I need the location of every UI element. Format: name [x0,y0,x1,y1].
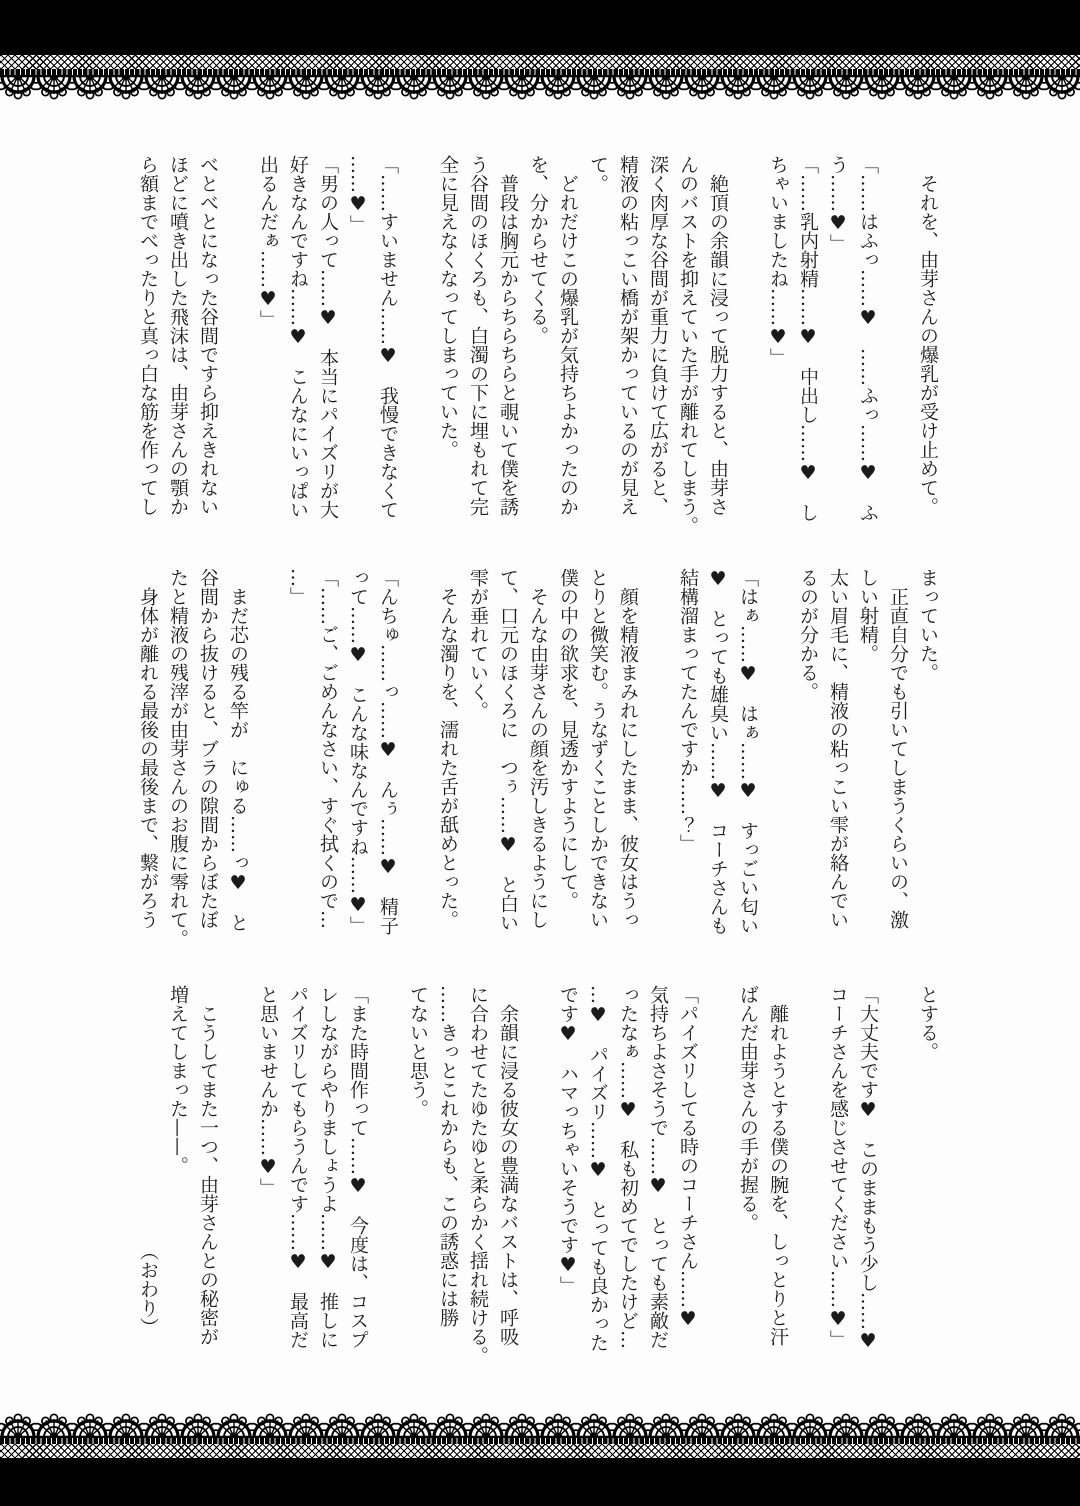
lace-mesh [0,1444,1080,1458]
black-band [0,0,1080,55]
text-column: ちゃいましたね……♥」 [767,155,789,367]
text-column: 顔を精液まみれにしたまま、彼女はうっ [617,568,639,929]
text-column: 「大丈夫です♥ このままもう少し……♥ [857,985,879,1352]
text-column: 余韻に浸る彼女の豊満なバストは、呼吸 [497,985,519,1346]
text-column: に合わせてたゆたゆと柔らかく揺れ続ける。 [467,985,489,1365]
text-column: 「……ご、ごめんなさい、すぐ拭くので… [317,568,339,929]
black-band [0,1458,1080,1506]
text-column: そんな濁りを、濡れた舌が舐めとった。 [437,568,459,929]
text-column: て。 [587,155,609,193]
text-column: です♥ ハマっちゃいそうです♥」 [557,985,579,1295]
text-column: それを、由芽さんの爆乳が受け止めて。 [917,155,939,516]
text-column: ばんだ由芽さんの手が握る。 [737,985,759,1232]
text-column: 僕の中の欲求を、見透かすようにして。 [557,568,579,910]
text-column: たと精液の残滓が由芽さんのお腹に零れて。 [167,568,189,948]
text-column: と思いませんか……♥」 [257,985,279,1197]
text-column: とりと微笑む。うなずくことしかできない [587,568,609,929]
text-column: って……♥ こんな味なんですね……♥」 [347,568,369,935]
text-column: ……♥」 [347,155,369,234]
text-column: ほどに噴き出した飛沫は、由芽さんの顎か [167,155,189,516]
text-column: 離れようとする僕の腕を、しっとりと汗 [767,985,789,1346]
text-column: 普段は胸元からちらちらと覗いて僕を誘 [497,155,519,516]
text-column: 太い眉毛に、精液の粘っこい雫が絡んでい [827,568,849,929]
text-column: とする。 [917,985,939,1061]
text-column: 出るんだぁ……♥」 [257,155,279,329]
text-column: （おわり） [137,985,159,1337]
text-column: 絶頂の余韻に浸って脱力すると、由芽さ [707,155,729,516]
lace-edge [0,1438,1080,1444]
text-column: まっていた。 [917,568,939,682]
text-column: まだ芯の残る竿が にゅる……っ♥ と [227,568,249,932]
text-column: を、分からせてくる。 [527,155,549,345]
lace-mesh [0,55,1080,69]
text-block-bottom [133,985,943,1369]
text-column: しい射精。 [857,568,879,663]
text-column: 「……乳内射精……♥ 中出し……♥ し [797,155,819,522]
text-column: ……きっとこれからも、この誘惑には勝 [437,985,459,1327]
text-column: …」 [287,568,309,606]
lace-scallop-strip [0,75,1080,107]
text-column: 気持ちよさそうで……♥ とっても素敵だ [647,985,669,1349]
text-column: 「……すいません……♥ 我慢できなくて [377,155,399,519]
text-column: こうしてまた一つ、由芽さんとの秘密が [197,985,219,1346]
text-column: どれだけこの爆乳が気持ちよかったのか [557,155,579,516]
text-column: ら額までべったりと真っ白な筋を作ってし [137,155,159,516]
text-column: 「パイズリしてる時のコーチさん……♥ [677,985,699,1330]
text-column: 全に見えなくなってしまっていた。 [437,155,459,459]
text-column: 結構溜まってたんですか……？」 [677,568,699,853]
text-column: 深く肉厚な谷間が重力に負けて広がると、 [647,155,669,516]
text-column: コーチさんを感じさせてください……♥」 [827,985,849,1349]
text-column: …♥ パイズリ……♥ とっても良かった [587,985,609,1352]
text-column: 「また時間作って……♥ 今度は、コスプ [347,985,369,1349]
text-column: そんな由芽さんの顔を汚しきるようにし [527,568,549,929]
text-column: 増えてしまった——。 [167,985,189,1175]
text-column: 「はぁ……♥ はぁ……♥ すっごい匂い [737,568,759,935]
text-block-top [133,155,943,539]
text-column: ったなぁ……♥ 私も初めてでしたけど… [617,985,639,1349]
text-column: ♥ とっても雄臭い……♥ コーチさんも [707,568,729,935]
text-column: 「男の人って……♥ 本当にパイズリが大 [317,155,339,519]
text-column: パイズリしてもらうんです……♥ 最高だ [287,985,309,1349]
text-column: 正直自分でも引いてしまうくらいの、激 [887,568,909,929]
lace-scallop-strip [0,1406,1080,1438]
text-column: んのバストを抑えていた手が離れてしまう。 [677,155,699,535]
text-column: てないと思う。 [407,985,429,1118]
text-column: べとべとになった谷間ですら抑えきれない [197,155,219,516]
text-column: う……♥」 [827,155,849,253]
text-column: 好きなんですね……♥ こんなにいっぱい [287,155,309,519]
text-column: 「んちゅ……っ……♥ んぅ……♥ 精子 [377,568,399,935]
text-column: 精液の粘っこい橋が架かっているのが見え [617,155,639,516]
text-column: う谷間のほくろも、白濁の下に埋もれて完 [467,155,489,516]
text-column: るのが分かる。 [797,568,819,701]
text-column: 雫が垂れていく。 [467,568,489,720]
text-block-middle [133,568,943,952]
text-column: て、口元のほくろに つぅ……♥ と白い [497,568,519,932]
lace-border-bottom [0,1406,1080,1506]
lace-border-top [0,0,1080,107]
text-column: 身体が離れる最後の最後まで、繋がろう [137,568,159,929]
text-column: 「……はふっ……♥ ……ふっ……♥ ふ [857,155,879,522]
text-column: 谷間から抜けると、ブラの隙間からぼたぼ [197,568,219,929]
text-column: レしながらやりましょうよ……♥ 推しに [317,985,339,1349]
